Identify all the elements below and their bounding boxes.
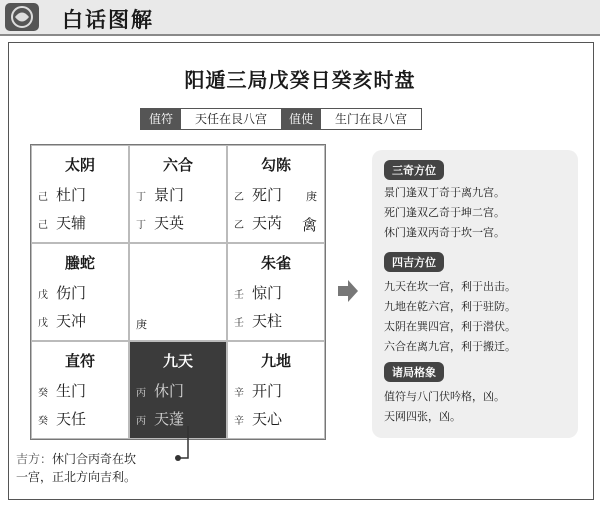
palace-extra-stem: 庚 <box>306 190 317 203</box>
palace-god: 直符 <box>64 352 95 370</box>
header-bar <box>0 0 600 36</box>
note-label: 吉方： <box>16 452 53 466</box>
palace-star: 天心 <box>252 410 283 428</box>
note-line1: 休门合丙奇在坎 <box>52 452 137 466</box>
palace-star: 天辅 <box>56 214 87 232</box>
section-line: 景门逢双丁奇于离九宫。 <box>384 186 505 199</box>
header-title: 白话图解 <box>62 8 154 32</box>
section-line: 值符与八门伏吟格，凶。 <box>384 390 505 403</box>
palace-cell <box>31 243 129 341</box>
palace-door: 伤门 <box>56 284 87 302</box>
note-line2: 一宫，正北方向吉利。 <box>16 470 137 484</box>
palace-stem: 丁 <box>136 192 146 203</box>
info-panel <box>372 150 578 438</box>
logo-icon <box>4 2 40 32</box>
palace-door: 惊门 <box>252 284 283 302</box>
palace-door: 杜门 <box>56 186 87 204</box>
palace-door: 开门 <box>252 382 283 400</box>
palace-stem: 戊 <box>38 318 48 329</box>
arrow-right-icon <box>338 280 358 302</box>
palace-stem: 丙 <box>136 416 146 427</box>
palace-god: 螣蛇 <box>64 254 95 272</box>
palace-stem: 辛 <box>234 416 244 427</box>
palace-stem: 戊 <box>38 290 48 301</box>
subhead-value-zhishi: 生门在艮八宫 <box>321 109 421 129</box>
palace-star: 天柱 <box>252 312 283 330</box>
palace-door: 景门 <box>154 186 185 204</box>
section-title: 三奇方位 <box>384 160 444 180</box>
palace-door: 休门 <box>154 382 185 400</box>
palace-cell-highlighted <box>129 341 227 439</box>
palace-stem: 壬 <box>234 290 244 301</box>
section-line: 死门逢双乙奇于坤二宫。 <box>384 206 505 219</box>
palace-stem: 丙 <box>136 388 146 399</box>
subhead-value-zhifu: 天任在艮八宫 <box>181 109 281 129</box>
palace-god: 太阴 <box>64 156 95 174</box>
palace-god: 九天 <box>162 352 193 370</box>
palace-cell <box>129 145 227 243</box>
auspicious-note <box>16 450 196 486</box>
palace-god: 九地 <box>260 352 291 370</box>
palace-cell <box>227 145 325 243</box>
palace-cell <box>227 243 325 341</box>
page-title: 阳遁三局戊癸日癸亥时盘 <box>184 68 416 92</box>
palace-door: 生门 <box>56 382 87 400</box>
palace-stem: 丁 <box>136 220 146 231</box>
section-title: 四吉方位 <box>384 252 444 272</box>
palace-star: 天冲 <box>56 312 87 330</box>
palace-stem: 壬 <box>234 318 244 329</box>
palace-star: 天芮 <box>252 214 283 232</box>
palace-god: 六合 <box>162 156 193 174</box>
palace-god: 朱雀 <box>260 254 291 272</box>
palace-stem: 癸 <box>38 388 48 399</box>
palace-extra-star: 禽 <box>302 216 318 234</box>
palace-stem: 乙 <box>234 192 244 203</box>
nine-palace-grid <box>30 144 326 440</box>
section-line: 休门逢双丙奇于坎一宫。 <box>384 226 505 239</box>
subhead-label-zhifu: 值符 <box>141 109 181 129</box>
palace-star: 天英 <box>154 214 185 232</box>
subhead-bar <box>140 108 422 130</box>
subhead-label-zhishi: 值使 <box>281 109 321 129</box>
section-line: 天网四张，凶。 <box>384 410 461 423</box>
palace-star: 天蓬 <box>154 410 185 428</box>
palace-star: 天任 <box>56 410 87 428</box>
section-line: 九天在坎一宫，利于出击。 <box>384 280 516 293</box>
palace-stem: 己 <box>38 220 48 231</box>
palace-stem: 乙 <box>234 220 244 231</box>
section-line: 九地在乾六宫，利于驻防。 <box>384 300 516 313</box>
palace-god: 勾陈 <box>260 156 291 174</box>
palace-door: 死门 <box>252 186 283 204</box>
palace-cell <box>227 341 325 439</box>
palace-stem: 己 <box>38 192 48 203</box>
section-line: 太阴在巽四宫，利于潜伏。 <box>384 320 516 333</box>
section-title: 诸局格象 <box>384 362 444 382</box>
section-line: 六合在离九宫，利于搬迁。 <box>384 340 516 353</box>
palace-stem: 辛 <box>234 388 244 399</box>
palace-cell <box>31 145 129 243</box>
palace-stem: 癸 <box>38 416 48 427</box>
palace-extra-stem: 庚 <box>136 318 147 331</box>
palace-cell <box>31 341 129 439</box>
palace-cell-center <box>129 243 227 341</box>
